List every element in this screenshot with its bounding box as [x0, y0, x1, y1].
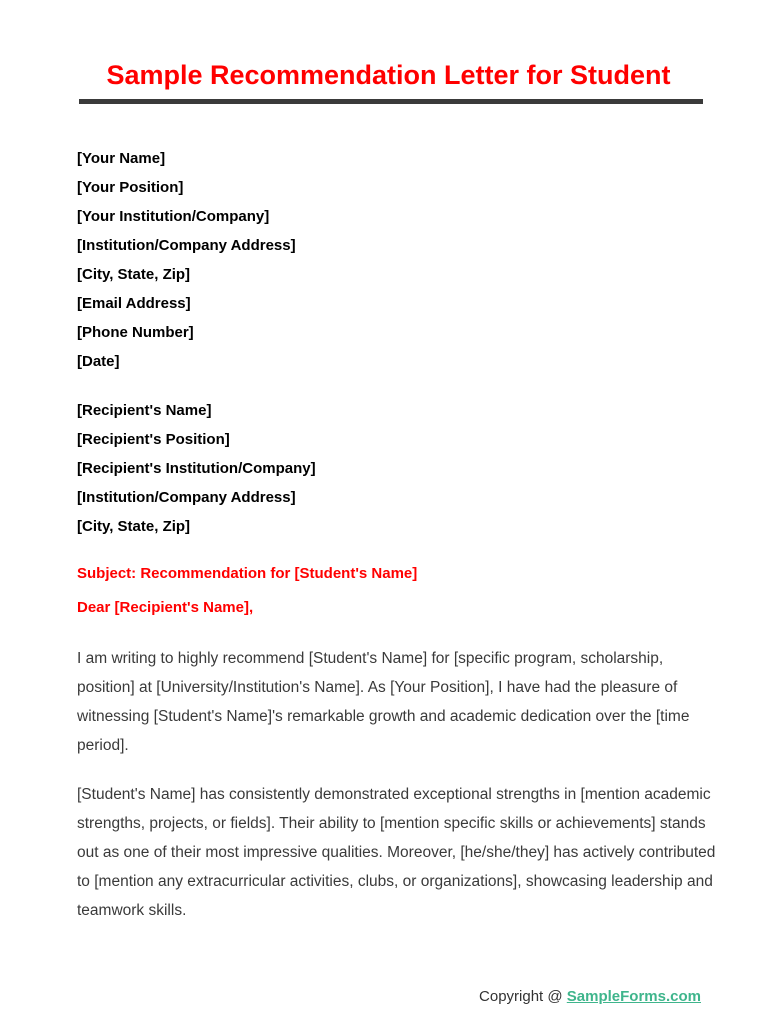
body-paragraph: I am writing to highly recommend [Student's Name] for [specific program, scholarship, position] at [University/Institution's Name]. As [Your Position], I have had the pleasure of witnessing [Student's Name]'s remarkable growth and academic dedication over the [time period]. [77, 650, 690, 754]
title-divider [79, 99, 703, 104]
sender-city-state-zip: [City, State, Zip] [77, 266, 191, 283]
recipient-institution: [Recipient's Institution/Company] [77, 460, 316, 477]
recipient-position: [Recipient's Position] [77, 431, 230, 448]
sender-address: [Institution/Company Address] [77, 237, 296, 254]
sender-institution: [Your Institution/Company] [77, 208, 270, 225]
recipient-address: [Institution/Company Address] [77, 489, 296, 506]
copyright-prefix: Copyright @ [479, 988, 567, 1005]
body-paragraph: [Student's Name] has consistently demonstrated exceptional strengths in [mention academic strengths, projects, or fields]. Their ability to [mention specific skills or achievements] stands out as one of their most impressive qualities. Moreover, [he/she/they] has actively contributed to [mention any extracurricular activities, clubs, or organizations], showcasing leadership and teamwork skills. [77, 786, 716, 919]
sender-email: [Email Address] [77, 295, 191, 312]
subject-line: Subject: Recommendation for [Student's Name] [77, 565, 418, 582]
recipient-city-state-zip: [City, State, Zip] [77, 518, 191, 535]
recipient-name: [Recipient's Name] [77, 402, 212, 419]
sender-position: [Your Position] [77, 179, 184, 196]
sender-address-block [77, 144, 296, 376]
copyright-footer [479, 986, 701, 1008]
recipient-address-block [77, 396, 316, 541]
sender-phone: [Phone Number] [77, 324, 194, 341]
sender-name: [Your Name] [77, 150, 166, 167]
letter-date: [Date] [77, 353, 120, 370]
salutation: Dear [Recipient's Name], [77, 599, 254, 616]
brand-link[interactable]: SampleForms.com [566, 988, 701, 1005]
page-title: Sample Recommendation Letter for Student [106, 60, 671, 90]
